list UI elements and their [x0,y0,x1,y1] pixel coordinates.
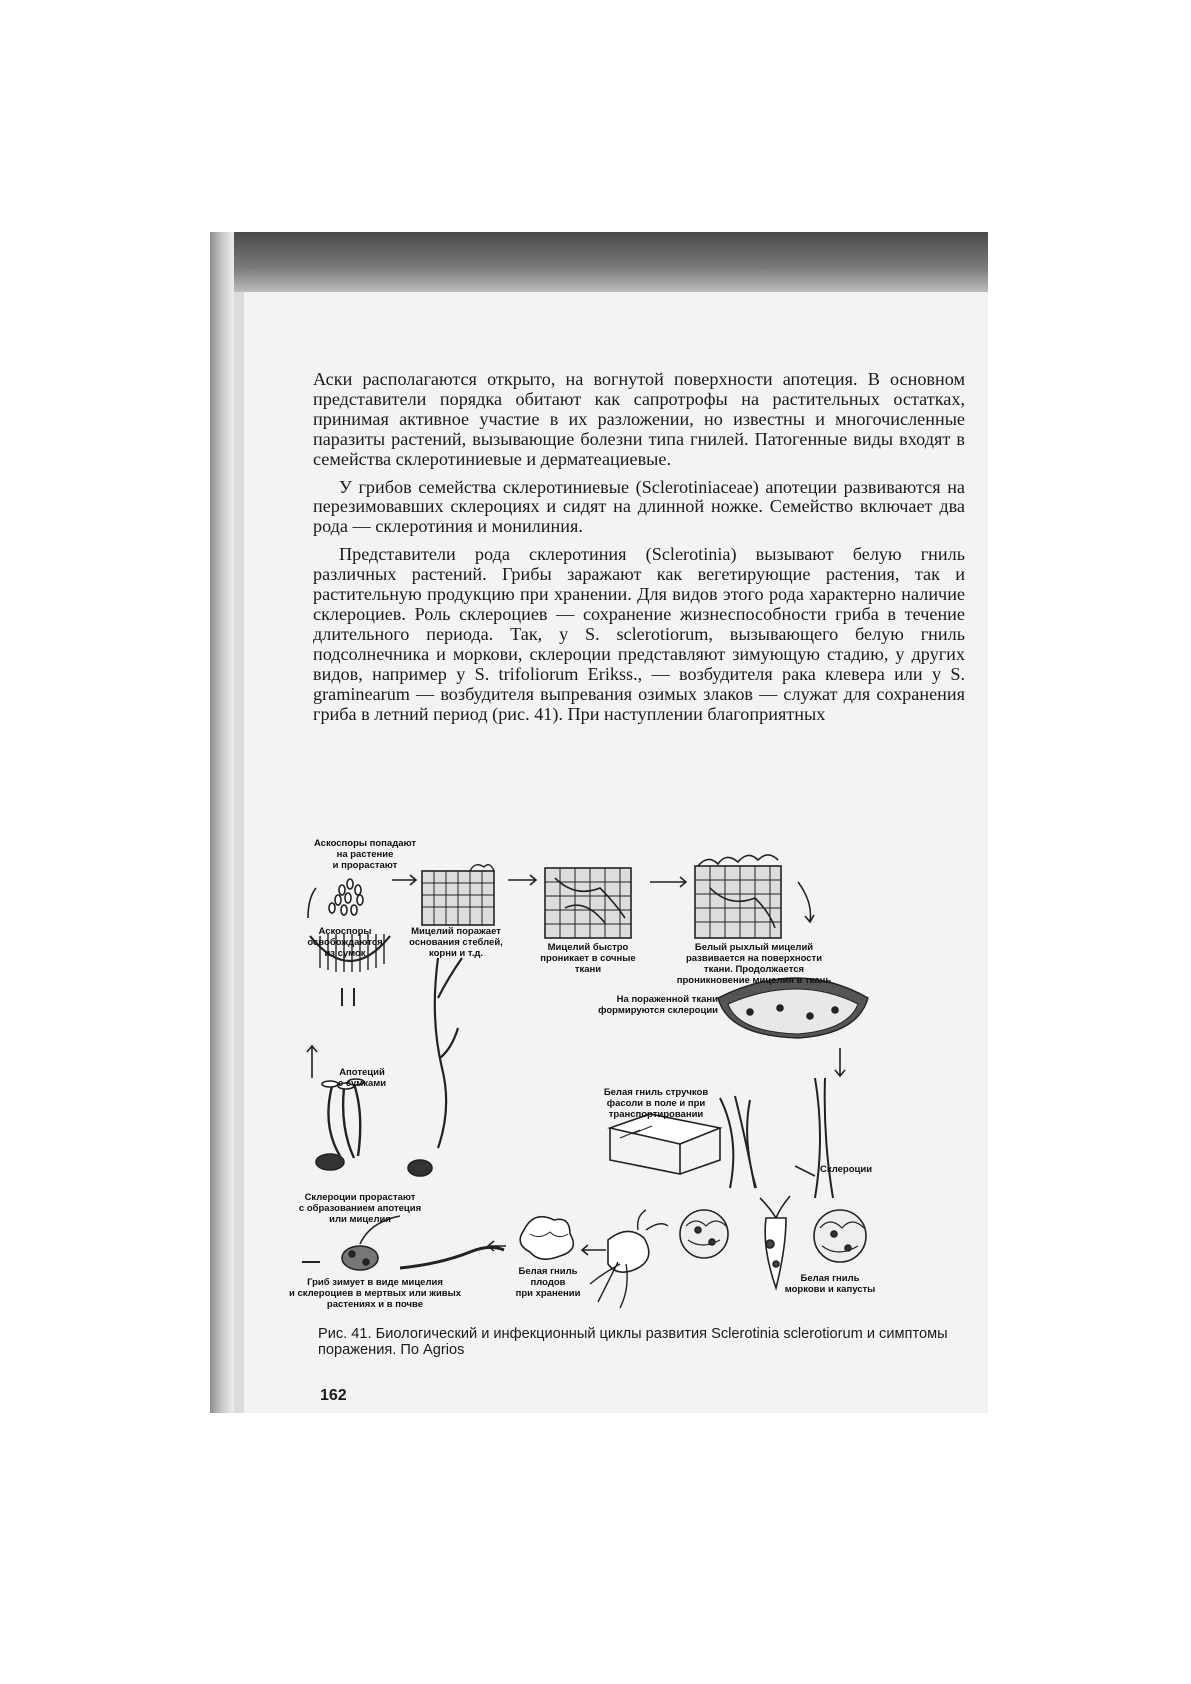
left-page-edge [210,232,234,1413]
arrow-4 [798,882,814,922]
label-ascospores-land-1: Аскоспоры попадают [313,838,417,849]
label-fruit-rot-2: плодов [530,1277,566,1288]
label-fruit-rot-1: Белая гниль [518,1266,578,1277]
label-apothecia-2: с сумками [337,1078,387,1089]
label-sclerotia-germinate-1: Склероции прорастают [304,1192,416,1203]
label-bean-rot-2: фасоли в поле и при [606,1098,706,1109]
figure-caption: Рис. 41. Биологический и инфекционный циклы развития Sclerotinia sclerotiorum и симптомы поражения. По Agrios [318,1326,948,1358]
body-text [313,370,965,724]
label-fruit-rot-3: при хранении [515,1288,581,1299]
paragraph-1: Аски располагаются открыто, на вогнутой поверхности апотеция. В основном представители порядка обитают как сапротрофы на растительных остатках, принимая активное участие в их разложении, но известны и многочисленные паразиты растений, вызывающие болезни типа гнилей. Патогенные виды входят в семейства склеротиниевые и дерматеациевые. [313,369,965,469]
label-ascospores-land-3: и прорастают [332,860,398,871]
infected-bean-pod [718,978,868,1038]
arrow-3 [650,877,686,887]
label-apothecia-1: Апотеций [339,1067,385,1078]
label-bean-rot-1: Белая гниль стручков [603,1087,709,1098]
rotted-cabbage [680,1210,728,1258]
label-ascospores-released-2: освобождаются [307,937,383,948]
label-mycelium-attacks-3: корни и т.д. [428,948,484,959]
label-sclerotia-germinate-2: с образованием апотеция [298,1203,422,1214]
label-mycelium-attacks-1: Мицелий поражает [411,926,501,937]
paragraph-3: Представители рода склеротиния (Sclerotinia) вызывают белую гниль различных растений. Грибы заражают как вегетирующие растения, так и растительную продукцию при хранении. Для видов этого рода характерно наличие склероциев. Роль склероциев — сохранение жизнеспособности гриба в течение длительного периода. Так, у S. sclerotiorum, вызывающего белую гниль подсолнечника и моркови, склероции представляют зимующую стадию, у других видов, например у S. trifoliorum Erikss., — возбудителя рака клевера или у S. graminearum — возбудителя выпревания озимых злаков — служат для сохранения гриба в летний период (рис. 41). При наступлении благоприятных [313,544,965,724]
arrow-down-right [835,1048,845,1076]
label-ascospores-released-3: из сумок [324,948,366,959]
rotted-fruit [520,1217,573,1260]
bean-pods [720,1096,756,1188]
label-mycelium-penetrates-2: проникает в сочные [540,953,636,964]
label-overwinters-2: и склероциев в мертвых или живых [288,1288,462,1299]
label-sclerotia-form-2: формируются склероции [598,1005,718,1016]
pointer-line [795,1166,815,1176]
infected-stem [435,958,462,1148]
tissue-block-2 [545,868,631,938]
arrow-left-2 [582,1245,606,1255]
label-white-mycelium-3: ткани. Продолжается [703,964,805,975]
label-ascospores-land-2: на растение [336,849,394,860]
label-mycelium-penetrates-3: ткани [574,964,602,975]
apothecia-stalks [316,1079,432,1176]
ascospores-cloud [329,879,363,915]
label-overwinters-3: растениях и в почве [326,1299,424,1310]
rotted-carrot [760,1196,790,1288]
bean-crate [610,1114,720,1174]
arrow-1 [392,875,416,885]
label-mycelium-attacks-2: основания стеблей, [409,937,503,948]
label-white-mycelium-2: развивается на поверхности [685,953,823,964]
label-overwinters-1: Гриб зимует в виде мицелия [307,1277,443,1288]
tissue-block-3 [695,855,781,938]
label-carrot-cabbage-2: моркови и капусты [784,1284,876,1295]
label-ascospores-released-1: Аскоспоры [318,926,372,937]
label-white-mycelium-1: Белый рыхлый мицелий [694,942,814,953]
page-number: 162 [320,1387,347,1404]
inner-shadow [234,292,244,1413]
sclerotia-germinating [302,1246,504,1270]
figure-41-diagram [288,838,970,1316]
arrow-2 [508,875,536,885]
label-bean-rot-3: транспортировании [608,1109,704,1120]
label-carrot-cabbage-1: Белая гниль [800,1273,860,1284]
label-sclerotia-germinate-3: или мицелия [329,1214,391,1225]
paragraph-2: У грибов семейства склеротиниевые (Sclerotiniaceae) апотеции развиваются на перезимовавших склероциях и сидят на длинной ножке. Семейство включает два рода — склеротиния и монилиния. [313,476,965,537]
label-sclerotia-form-1: На пораженной ткани [616,994,718,1005]
label-sclerotia: Склероции [820,1164,873,1175]
rotted-cabbage-2 [814,1210,866,1262]
label-white-mycelium-4: проникновение мицелия в ткань [676,975,832,986]
stem-with-sclerotia [815,1078,833,1198]
top-dark-band [210,232,988,292]
tissue-block-1 [422,865,494,925]
label-mycelium-penetrates-1: Мицелий быстро [547,942,629,953]
rotted-root [590,1210,668,1308]
